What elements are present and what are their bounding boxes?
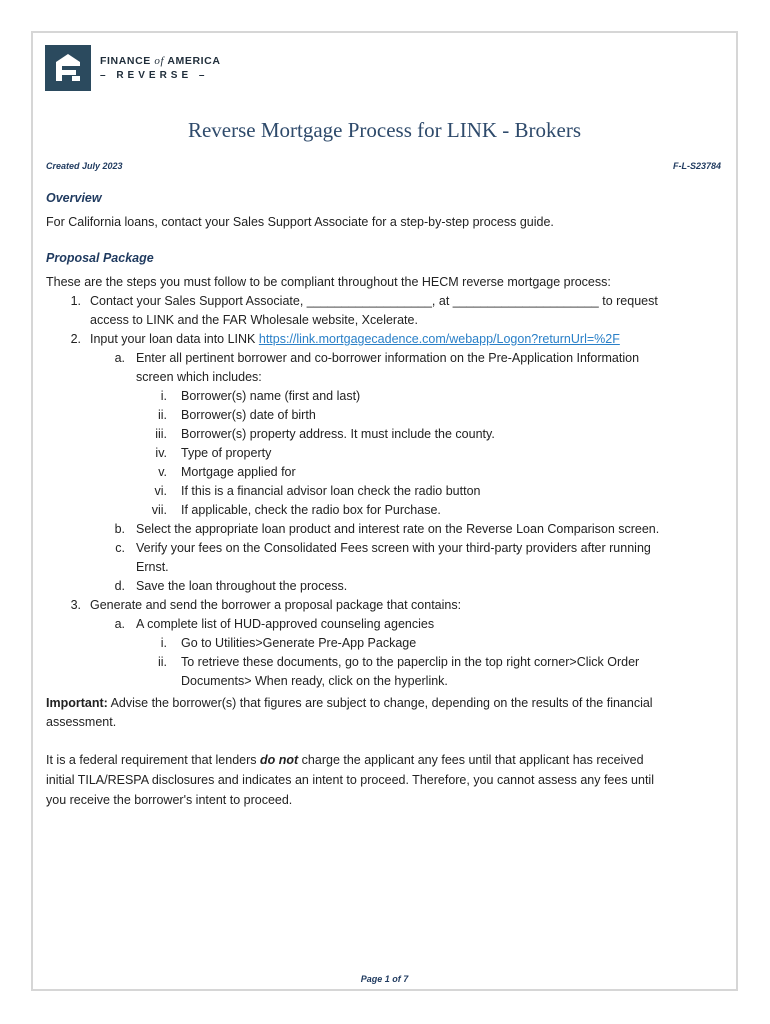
sub-item: If this is a financial advisor loan check the radio button <box>181 484 481 498</box>
roman-numeral: v. <box>158 465 167 479</box>
substep-letter: a. <box>114 617 125 631</box>
roman-numeral: iv. <box>155 446 167 460</box>
logo-brand-line1: FINANCE of AMERICA <box>100 55 221 67</box>
link-url[interactable]: https://link.mortgagecadence.com/webapp/Logon?returnUrl=%2F <box>258 332 620 346</box>
sub-item: Borrower(s) property address. It must include the county. <box>181 427 495 441</box>
roman-numeral: vii. <box>151 503 167 517</box>
step-number: 3. <box>70 598 81 612</box>
overview-text: For California loans, contact your Sales Support Associate for a step-by-step process guide. <box>46 215 554 229</box>
important-label: Important: <box>46 696 108 710</box>
step2b-text: Select the appropriate loan product and interest rate on the Reverse Loan Comparison screen. <box>136 522 660 536</box>
proposal-intro: These are the steps you must follow to be compliant throughout the HECM reverse mortgage process: <box>46 275 611 289</box>
roman-numeral: ii. <box>157 655 167 669</box>
step3a-ii-line1: To retrieve these documents, go to the paperclip in the top right corner>Click Order <box>181 655 640 669</box>
step3a-ii-line2: Documents> When ready, click on the hyperlink. <box>181 674 448 688</box>
substep-letter: d. <box>114 579 125 593</box>
roman-numeral: vi. <box>154 484 167 498</box>
roman-numeral: ii. <box>157 408 167 422</box>
page-footer: Page 1 of 7 <box>360 974 409 984</box>
step2c-line2: Ernst. <box>136 560 169 574</box>
substep-letter: c. <box>115 541 125 555</box>
step1-line1: Contact your Sales Support Associate, __________________, at _____________________ to request <box>90 294 658 308</box>
substep-letter: b. <box>114 522 125 536</box>
step1-line2: access to LINK and the FAR Wholesale website, Xcelerate. <box>90 313 418 327</box>
proposal-heading: Proposal Package <box>46 251 154 265</box>
step2a-line2: screen which includes: <box>136 370 262 384</box>
created-date: Created July 2023 <box>46 161 123 171</box>
step-number: 2. <box>70 332 81 346</box>
important-line2: assessment. <box>46 715 117 729</box>
roman-numeral: i. <box>160 636 167 650</box>
sub-item: Type of property <box>181 446 272 460</box>
federal-line3: you receive the borrower's intent to proceed. <box>46 793 293 807</box>
sub-item: If applicable, check the radio box for Purchase. <box>181 503 441 517</box>
step2d-text: Save the loan throughout the process. <box>136 579 348 593</box>
step3-text: Generate and send the borrower a proposal package that contains: <box>90 598 462 612</box>
step2-text: Input your loan data into LINK <box>90 332 259 346</box>
logo-brand-line2: – REVERSE – <box>100 70 209 81</box>
overview-heading: Overview <box>46 191 102 205</box>
step2a-line1: Enter all pertinent borrower and co-borrower information on the Pre-Application Information <box>136 351 640 365</box>
sub-item: Mortgage applied for <box>181 465 296 479</box>
step2-line <box>90 330 620 348</box>
step3a-i-text: Go to Utilities>Generate Pre-App Package <box>181 636 417 650</box>
emphasis-do-not: do not <box>260 753 299 767</box>
house-logo-icon <box>45 45 91 91</box>
form-id: F-L-S23784 <box>672 161 721 171</box>
step2c-line1: Verify your fees on the Consolidated Fees screen with your third-party providers after running <box>136 541 651 555</box>
important-line1 <box>46 694 653 712</box>
federal-line1: It is a federal requirement that lenders do not charge the applicant any fees until that applicant has received <box>46 753 644 767</box>
sub-item: Borrower(s) date of birth <box>181 408 316 422</box>
roman-numeral: i. <box>160 389 167 403</box>
step-number: 1. <box>70 294 81 308</box>
company-logo <box>45 45 221 91</box>
document-page <box>31 31 738 991</box>
important-text: Advise the borrower(s) that figures are subject to change, depending on the results of the financial <box>107 696 653 710</box>
sub-item: Borrower(s) name (first and last) <box>181 389 361 403</box>
step3a-text: A complete list of HUD-approved counseling agencies <box>136 617 435 631</box>
document-title: Reverse Mortgage Process for LINK - Brokers <box>187 118 582 142</box>
federal-line2: initial TILA/RESPA disclosures and indicates an intent to proceed. Therefore, you cannot assess any fees until <box>46 773 654 787</box>
substep-letter: a. <box>114 351 125 365</box>
roman-numeral: iii. <box>155 427 167 441</box>
